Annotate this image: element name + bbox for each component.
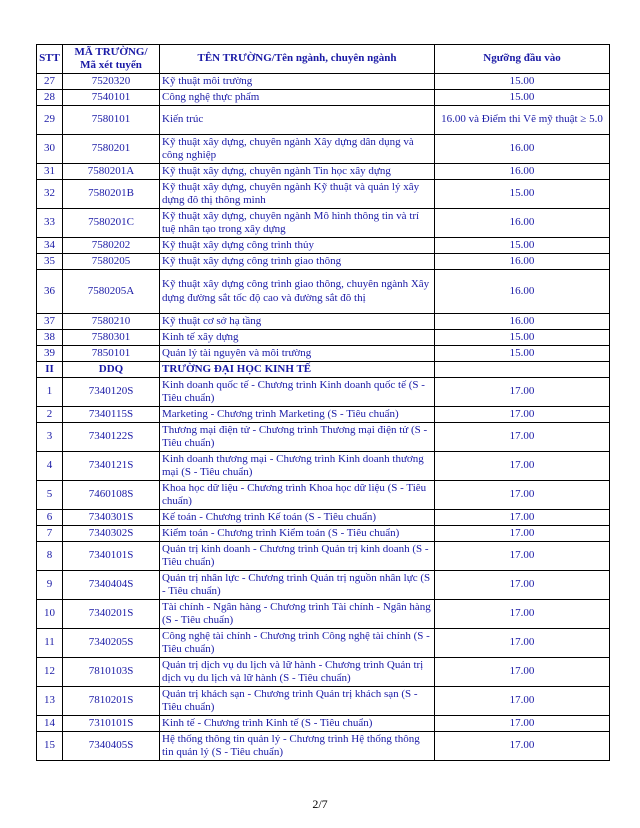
row-code: 7340121S: [63, 452, 160, 481]
row-score: 15.00: [435, 346, 610, 362]
row-stt: 14: [37, 716, 63, 732]
row-code: 7580202: [63, 238, 160, 254]
row-stt: II: [37, 362, 63, 378]
page-number: 2/7: [312, 797, 328, 811]
table-row: [37, 658, 610, 687]
row-code: 7340405S: [63, 732, 160, 761]
row-name: Kinh doanh quốc tế - Chương trình Kinh doanh quốc tế (S - Tiêu chuẩn): [160, 378, 435, 407]
row-stt: 15: [37, 732, 63, 761]
row-code: DDQ: [63, 362, 160, 378]
row-code: 7580301: [63, 330, 160, 346]
row-name: Kỹ thuật xây dựng công trình giao thông, chuyên ngành Xây dựng đường sắt tốc độ cao và đường sắt đô thị: [160, 270, 435, 314]
table-row: [37, 164, 610, 180]
table-row: [37, 254, 610, 270]
row-code: 7340101S: [63, 542, 160, 571]
table-row: [37, 106, 610, 135]
row-stt: 28: [37, 90, 63, 106]
row-name: Kỹ thuật xây dựng, chuyên ngành Mô hình thông tin và trí tuệ nhân tạo trong xây dựng: [160, 209, 435, 238]
row-stt: 5: [37, 481, 63, 510]
row-name: Quản trị khách sạn - Chương trình Quản trị khách sạn (S - Tiêu chuẩn): [160, 687, 435, 716]
row-score: [435, 362, 610, 378]
row-stt: 39: [37, 346, 63, 362]
row-stt: 10: [37, 600, 63, 629]
row-code: 7580201: [63, 135, 160, 164]
row-score: 17.00: [435, 510, 610, 526]
table-row: [37, 407, 610, 423]
row-stt: 12: [37, 658, 63, 687]
header-name: TÊN TRƯỜNG/Tên ngành, chuyên ngành: [160, 45, 435, 74]
row-code: 7580205A: [63, 270, 160, 314]
table-row: [37, 346, 610, 362]
row-name: Tài chính - Ngân hàng - Chương trình Tài chính - Ngân hàng (S - Tiêu chuẩn): [160, 600, 435, 629]
row-code: 7310101S: [63, 716, 160, 732]
table-row: [37, 135, 610, 164]
table-row: [37, 423, 610, 452]
table-body: [37, 74, 610, 761]
row-score: 17.00: [435, 732, 610, 761]
row-code: 7810103S: [63, 658, 160, 687]
row-name: Kinh tế - Chương trình Kinh tế (S - Tiêu chuẩn): [160, 716, 435, 732]
row-name: Kế toán - Chương trình Kế toán (S - Tiêu chuẩn): [160, 510, 435, 526]
row-stt: 36: [37, 270, 63, 314]
table-row: [37, 452, 610, 481]
table-row: [37, 330, 610, 346]
row-name: Kỹ thuật môi trường: [160, 74, 435, 90]
row-code: 7520320: [63, 74, 160, 90]
section-row: [37, 362, 610, 378]
row-score: 17.00: [435, 716, 610, 732]
row-stt: 38: [37, 330, 63, 346]
row-stt: 37: [37, 314, 63, 330]
row-score: 17.00: [435, 571, 610, 600]
row-name: Kỹ thuật xây dựng, chuyên ngành Tin học xây dựng: [160, 164, 435, 180]
table-row: [37, 600, 610, 629]
row-score: 17.00: [435, 481, 610, 510]
table-row: [37, 510, 610, 526]
row-score: 16.00: [435, 164, 610, 180]
row-score: 17.00: [435, 526, 610, 542]
row-stt: 35: [37, 254, 63, 270]
row-stt: 1: [37, 378, 63, 407]
table-row: [37, 270, 610, 314]
row-name: Kỹ thuật cơ sở hạ tầng: [160, 314, 435, 330]
row-code: 7540101: [63, 90, 160, 106]
header-code: [63, 45, 160, 74]
row-name: Hệ thống thông tin quản lý - Chương trình Hệ thống thông tin quản lý (S - Tiêu chuẩn): [160, 732, 435, 761]
row-code: 7340404S: [63, 571, 160, 600]
table-row: [37, 629, 610, 658]
header-code-line2: Mã xét tuyển: [80, 59, 142, 71]
table-row: [37, 687, 610, 716]
row-stt: 29: [37, 106, 63, 135]
row-code: 7580101: [63, 106, 160, 135]
row-stt: 3: [37, 423, 63, 452]
row-stt: 9: [37, 571, 63, 600]
row-score: 17.00: [435, 600, 610, 629]
row-score: 17.00: [435, 629, 610, 658]
row-code: 7340122S: [63, 423, 160, 452]
table-row: [37, 90, 610, 106]
row-stt: 32: [37, 180, 63, 209]
row-name: Công nghệ thực phẩm: [160, 90, 435, 106]
row-name: Kinh tế xây dựng: [160, 330, 435, 346]
table-row: [37, 716, 610, 732]
row-score: 17.00: [435, 658, 610, 687]
row-score: 16.00: [435, 135, 610, 164]
row-stt: 27: [37, 74, 63, 90]
row-name: Kỹ thuật xây dựng công trình giao thông: [160, 254, 435, 270]
row-score: 16.00: [435, 314, 610, 330]
row-score: 15.00: [435, 90, 610, 106]
table-row: [37, 378, 610, 407]
row-stt: 11: [37, 629, 63, 658]
row-code: 7580205: [63, 254, 160, 270]
row-code: 7340301S: [63, 510, 160, 526]
row-score: 17.00: [435, 423, 610, 452]
row-stt: 30: [37, 135, 63, 164]
row-code: 7340205S: [63, 629, 160, 658]
row-name: Công nghệ tài chính - Chương trình Công nghệ tài chính (S - Tiêu chuẩn): [160, 629, 435, 658]
row-name: Thương mại điện tử - Chương trình Thương mại điện tử (S - Tiêu chuẩn): [160, 423, 435, 452]
row-code: 7810201S: [63, 687, 160, 716]
row-score: 15.00: [435, 180, 610, 209]
row-name: Kiến trúc: [160, 106, 435, 135]
row-stt: 8: [37, 542, 63, 571]
row-stt: 31: [37, 164, 63, 180]
table-row: [37, 209, 610, 238]
row-name: Kỹ thuật xây dựng, chuyên ngành Kỹ thuật và quản lý xây dựng đô thị thông minh: [160, 180, 435, 209]
row-code: 7580201B: [63, 180, 160, 209]
admission-threshold-table: [36, 44, 610, 761]
row-stt: 2: [37, 407, 63, 423]
row-code: 7580201C: [63, 209, 160, 238]
table-row: [37, 542, 610, 571]
row-score: 17.00: [435, 452, 610, 481]
row-code: 7580210: [63, 314, 160, 330]
header-score: Ngưỡng đầu vào: [435, 45, 610, 74]
table-row: [37, 74, 610, 90]
row-name: TRƯỜNG ĐẠI HỌC KINH TẾ: [160, 362, 435, 378]
row-name: Quản lý tài nguyên và môi trường: [160, 346, 435, 362]
row-score: 15.00: [435, 238, 610, 254]
table-row: [37, 481, 610, 510]
row-score: 17.00: [435, 687, 610, 716]
row-name: Marketing - Chương trình Marketing (S - Tiêu chuẩn): [160, 407, 435, 423]
table-row: [37, 526, 610, 542]
row-name: Kinh doanh thương mại - Chương trình Kinh doanh thương mại (S - Tiêu chuẩn): [160, 452, 435, 481]
table-row: [37, 314, 610, 330]
row-stt: 4: [37, 452, 63, 481]
row-score: 16.00: [435, 270, 610, 314]
row-code: 7580201A: [63, 164, 160, 180]
row-score: 16.00: [435, 209, 610, 238]
row-name: Quản trị dịch vụ du lịch và lữ hành - Chương trình Quản trị dịch vụ du lịch và lữ hành (S - Tiêu chuẩn): [160, 658, 435, 687]
row-stt: 7: [37, 526, 63, 542]
row-code: 7340120S: [63, 378, 160, 407]
row-score: 15.00: [435, 330, 610, 346]
row-name: Quản trị kinh doanh - Chương trình Quản trị kinh doanh (S - Tiêu chuẩn): [160, 542, 435, 571]
row-name: Kỹ thuật xây dựng công trình thủy: [160, 238, 435, 254]
row-stt: 33: [37, 209, 63, 238]
table-row: [37, 180, 610, 209]
row-score: 17.00: [435, 378, 610, 407]
header-code-line1: MÃ TRƯỜNG/: [74, 45, 148, 58]
row-code: 7460108S: [63, 481, 160, 510]
row-score: 15.00: [435, 74, 610, 90]
row-stt: 13: [37, 687, 63, 716]
row-code: 7340115S: [63, 407, 160, 423]
header-stt: STT: [37, 45, 63, 74]
row-name: Kỹ thuật xây dựng, chuyên ngành Xây dựng dân dụng và công nghiệp: [160, 135, 435, 164]
row-code: 7850101: [63, 346, 160, 362]
row-code: 7340302S: [63, 526, 160, 542]
row-score: 17.00: [435, 542, 610, 571]
table-header-row: [37, 45, 610, 74]
row-stt: 6: [37, 510, 63, 526]
table-row: [37, 732, 610, 761]
row-score: 16.00: [435, 254, 610, 270]
row-name: Kiểm toán - Chương trình Kiểm toán (S - Tiêu chuẩn): [160, 526, 435, 542]
row-name: Khoa học dữ liệu - Chương trình Khoa học dữ liệu (S - Tiêu chuẩn): [160, 481, 435, 510]
row-score: 16.00 và Điểm thi Vẽ mỹ thuật ≥ 5.0: [435, 106, 610, 135]
row-name: Quản trị nhân lực - Chương trình Quản trị nguồn nhân lực (S - Tiêu chuẩn): [160, 571, 435, 600]
row-score: 17.00: [435, 407, 610, 423]
table-row: [37, 238, 610, 254]
row-stt: 34: [37, 238, 63, 254]
row-code: 7340201S: [63, 600, 160, 629]
table-row: [37, 571, 610, 600]
